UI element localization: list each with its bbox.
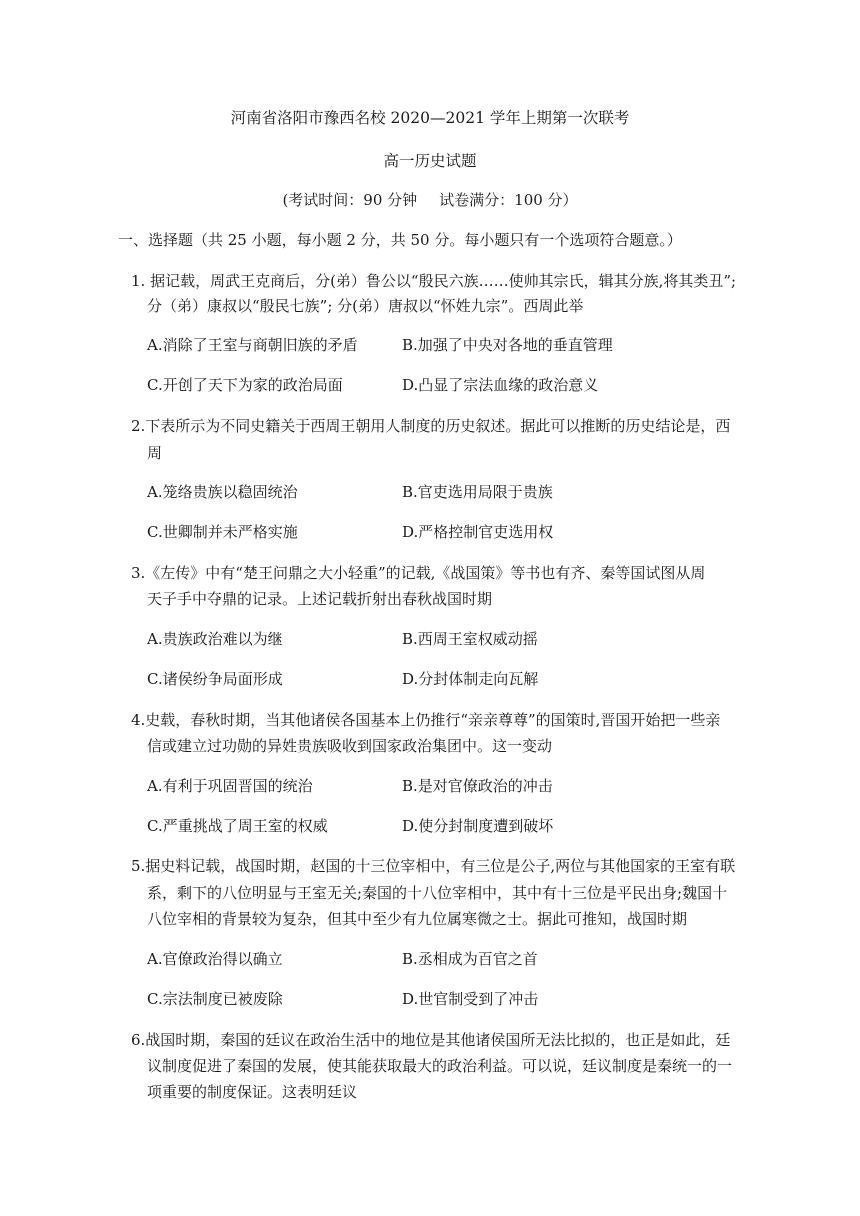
question-6-stem-line-3: 项重要的制度保证。这表明廷议 bbox=[147, 1083, 358, 1101]
exam-meta bbox=[0, 189, 860, 210]
question-4-option-a: A.有利于巩固晋国的统治 bbox=[147, 777, 313, 795]
question-3-option-d: D.分封体制走向瓦解 bbox=[402, 670, 539, 688]
exam-time: (考试时间：90 分钟 bbox=[282, 191, 418, 209]
exam-subtitle: 高一历史试题 bbox=[383, 152, 477, 170]
question-6-stem-line-2: 议制度促进了秦国的发展，使其能获取最大的政治利益。可以说，廷议制度是秦统一的一 bbox=[147, 1057, 733, 1075]
question-1-option-b: B.加强了中央对各地的垂直管理 bbox=[402, 336, 613, 354]
question-4-stem-line-1: 4.史载，春秋时期，当其他诸侯各国基本上仍推行“亲亲尊尊”的国策时,晋国开始把一些亲 bbox=[131, 711, 721, 729]
question-2-option-a: A.笼络贵族以稳固统治 bbox=[147, 483, 298, 501]
question-2-option-d: D.严格控制官吏选用权 bbox=[402, 523, 554, 541]
question-5-stem-line-3: 八位宰相的背景较为复杂，但其中至少有九位属寒微之士。据此可推知，战国时期 bbox=[147, 910, 688, 928]
question-4-option-c: C.严重挑战了周王室的权威 bbox=[147, 817, 328, 835]
section-heading: 一、选择题（共 25 小题，每小题 2 分，共 50 分。每小题只有一个选项符合题意。） bbox=[118, 231, 682, 249]
question-2-stem-line-1: 2.下表所示为不同史籍关于西周王朝用人制度的历史叙述。据此可以推断的历史结论是，西 bbox=[131, 417, 731, 435]
question-6-stem-line-1: 6.战国时期，秦国的廷议在政治生活中的地位是其他诸侯国所无法比拟的，也正是如此，廷 bbox=[131, 1031, 731, 1049]
question-3-option-b: B.西周王室权威动摇 bbox=[402, 630, 538, 648]
exam-title: 河南省洛阳市豫西名校 2020—2021 学年上期第一次联考 bbox=[230, 109, 630, 127]
question-1-option-d: D.凸显了宗法血缘的政治意义 bbox=[402, 376, 599, 394]
question-5-option-d: D.世官制受到了冲击 bbox=[402, 990, 539, 1008]
question-5-stem-line-1: 5.据史料记载，战国时期，赵国的十三位宰相中，有三位是公子,两位与其他国家的王室有联 bbox=[131, 857, 736, 875]
question-5-option-b: B.丞相成为百官之首 bbox=[402, 950, 538, 968]
question-5-option-c: C.宗法制度已被废除 bbox=[147, 990, 283, 1008]
question-3-option-a: A.贵族政治难以为继 bbox=[147, 630, 283, 648]
question-5-stem-line-2: 系，剩下的八位明显与王室无关;秦国的十八位宰相中，其中有十三位是平民出身;魏国十 bbox=[147, 884, 728, 902]
full-score: 试卷满分：100 分） bbox=[439, 191, 578, 209]
question-2-option-b: B.官吏选用局限于贵族 bbox=[402, 483, 553, 501]
question-3-stem-line-2: 天子手中夺鼎的记录。上述记载折射出春秋战国时期 bbox=[147, 590, 493, 608]
question-2-option-c: C.世卿制并未严格实施 bbox=[147, 523, 298, 541]
question-3-stem-line-1: 3.《左传》中有“楚王问鼎之大小轻重”的记载,《战国策》等书也有齐、秦等国试图从周 bbox=[131, 564, 706, 582]
question-4-option-d: D.使分封制度遭到破坏 bbox=[402, 817, 554, 835]
question-1-stem-line-2: 分（弟）康叔以“殷民七族”; 分(弟）唐叔以“怀姓九宗”。西周此举 bbox=[147, 297, 584, 315]
question-3-option-c: C.诸侯纷争局面形成 bbox=[147, 670, 283, 688]
question-1-stem-line-1: 1. 据记载，周武王克商后，分(弟）鲁公以“殷民六族……使帅其宗氏，辑其分族,将其类丑”; bbox=[131, 272, 737, 290]
question-1-option-a: A.消除了王室与商朝旧族的矛盾 bbox=[147, 336, 358, 354]
question-4-option-b: B.是对官僚政治的冲击 bbox=[402, 777, 553, 795]
question-4-stem-line-2: 信或建立过功勋的异姓贵族吸收到国家政治集团中。这一变动 bbox=[147, 737, 553, 755]
question-2-stem-line-2: 周 bbox=[147, 444, 163, 462]
question-1-option-c: C.开创了天下为家的政治局面 bbox=[147, 376, 343, 394]
question-5-option-a: A.官僚政治得以确立 bbox=[147, 950, 283, 968]
